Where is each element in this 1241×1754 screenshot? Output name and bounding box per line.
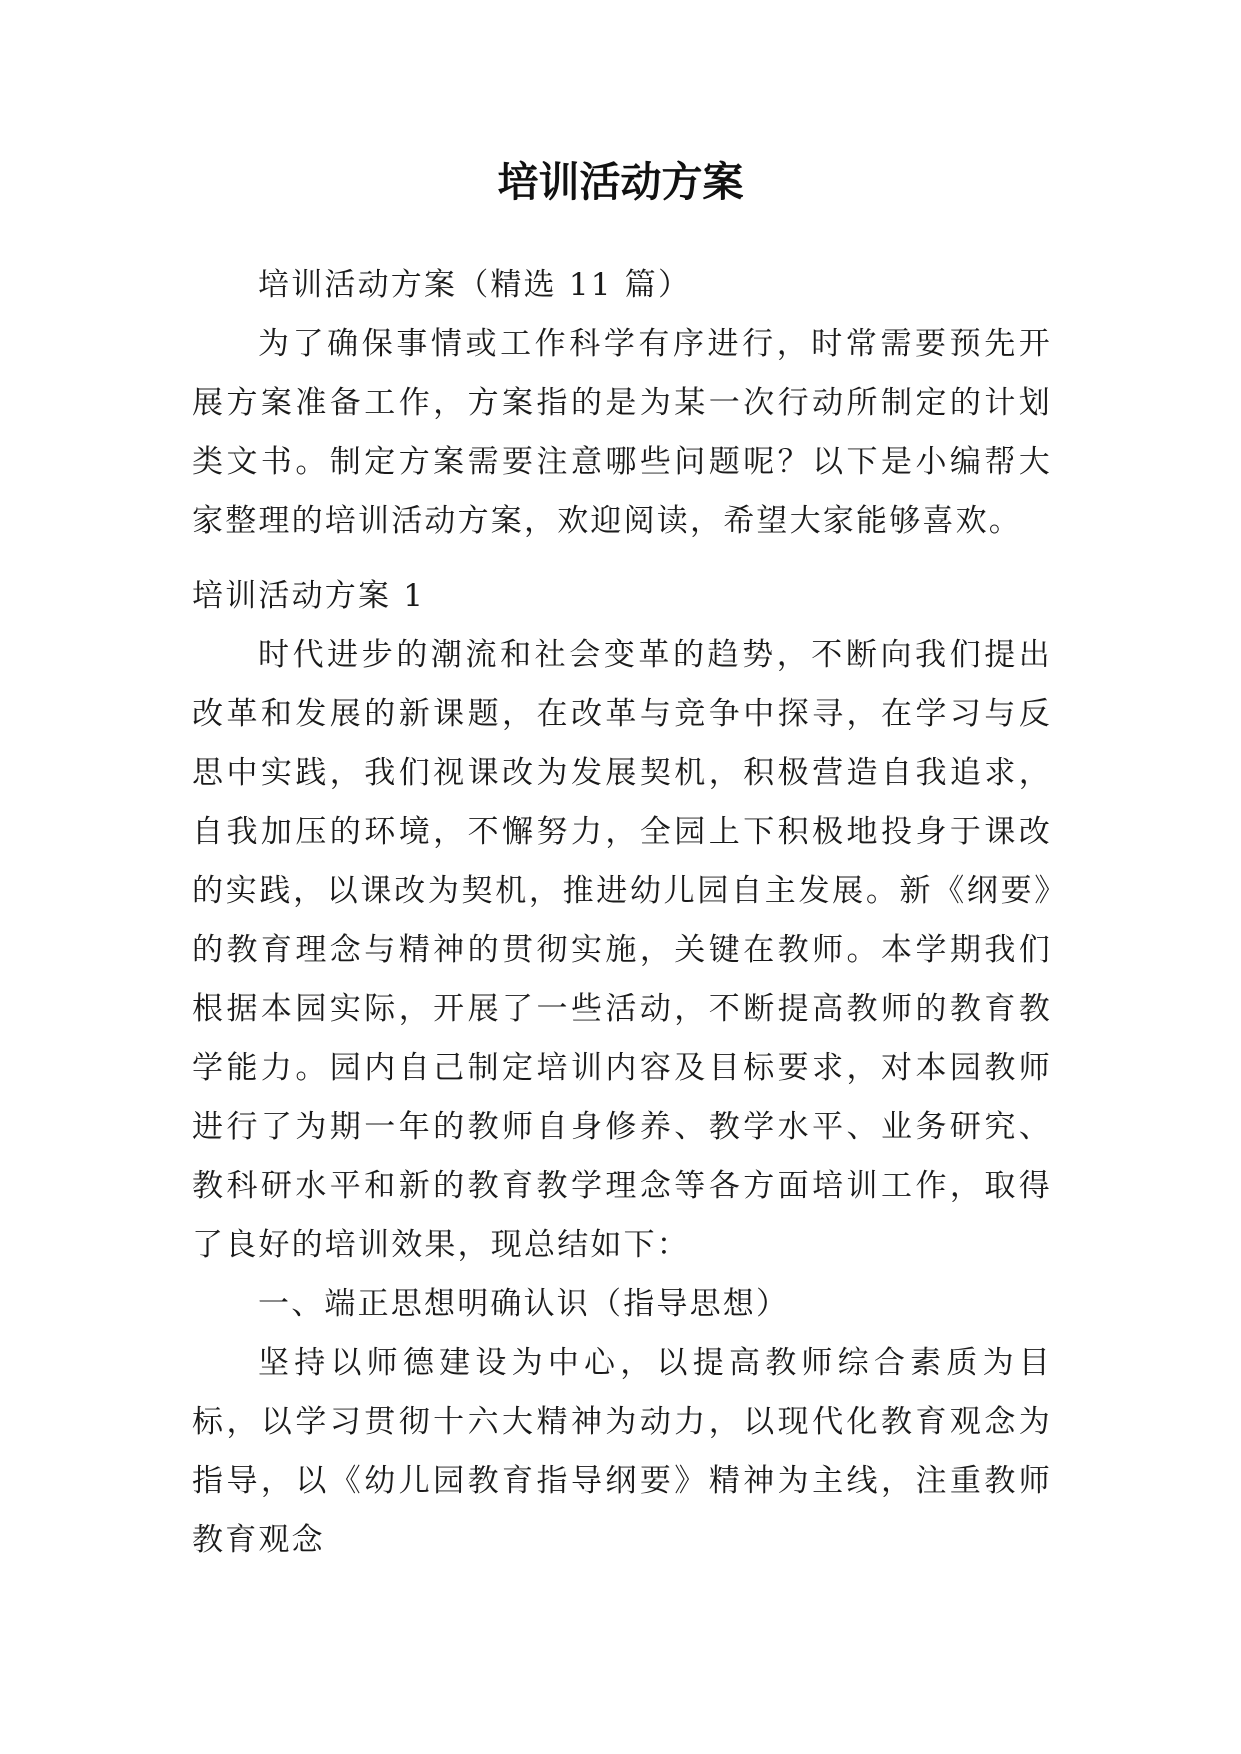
section-paragraph: 时代进步的潮流和社会变革的趋势，不断向我们提出改革和发展的新课题，在改革与竞争中探寻，在学习与反思中实践，我们视课改为发展契机，积极营造自我追求，自我加压的环境，不懈努力，全园上下积极地投身于课改的实践，以课改为契机，推进幼儿园自主发展。新《纲要》的教育理念与精神的贯彻实施，关键在教师。本学期我们根据本园实际，开展了一些活动，不断提高教师的教育教学能力。园内自己制定培训内容及目标要求，对本园教师进行了为期一年的教师自身修养、教学水平、业务研究、教科研水平和新的教育教学理念等各方面培训工作，取得了良好的培训效果，现总结如下： (192, 637, 1052, 1263)
section-1 (192, 567, 1052, 1570)
section-paragraph-2: 坚持以师德建设为中心，以提高教师综合素质为目标，以学习贯彻十六大精神为动力，以现代化教育观念为指导，以《幼儿园教育指导纲要》精神为主线，注重教师教育观念 (192, 1345, 1052, 1558)
intro-paragraph: 为了确保事情或工作科学有序进行，时常需要预先开展方案准备工作，方案指的是为某一次行动所制定的计划类文书。制定方案需要注意哪些问题呢？以下是小编帮大家整理的培训活动方案，欢迎阅读，希望大家能够喜欢。 (192, 326, 1052, 539)
intro-block (192, 256, 1052, 551)
section-subheading: 一、端正思想明确认识（指导思想） (258, 1286, 790, 1322)
subtitle: 培训活动方案（精选 11 篇） (258, 267, 692, 303)
document-title: 培训活动方案 (497, 158, 744, 206)
section-heading: 培训活动方案 1 (192, 578, 426, 614)
